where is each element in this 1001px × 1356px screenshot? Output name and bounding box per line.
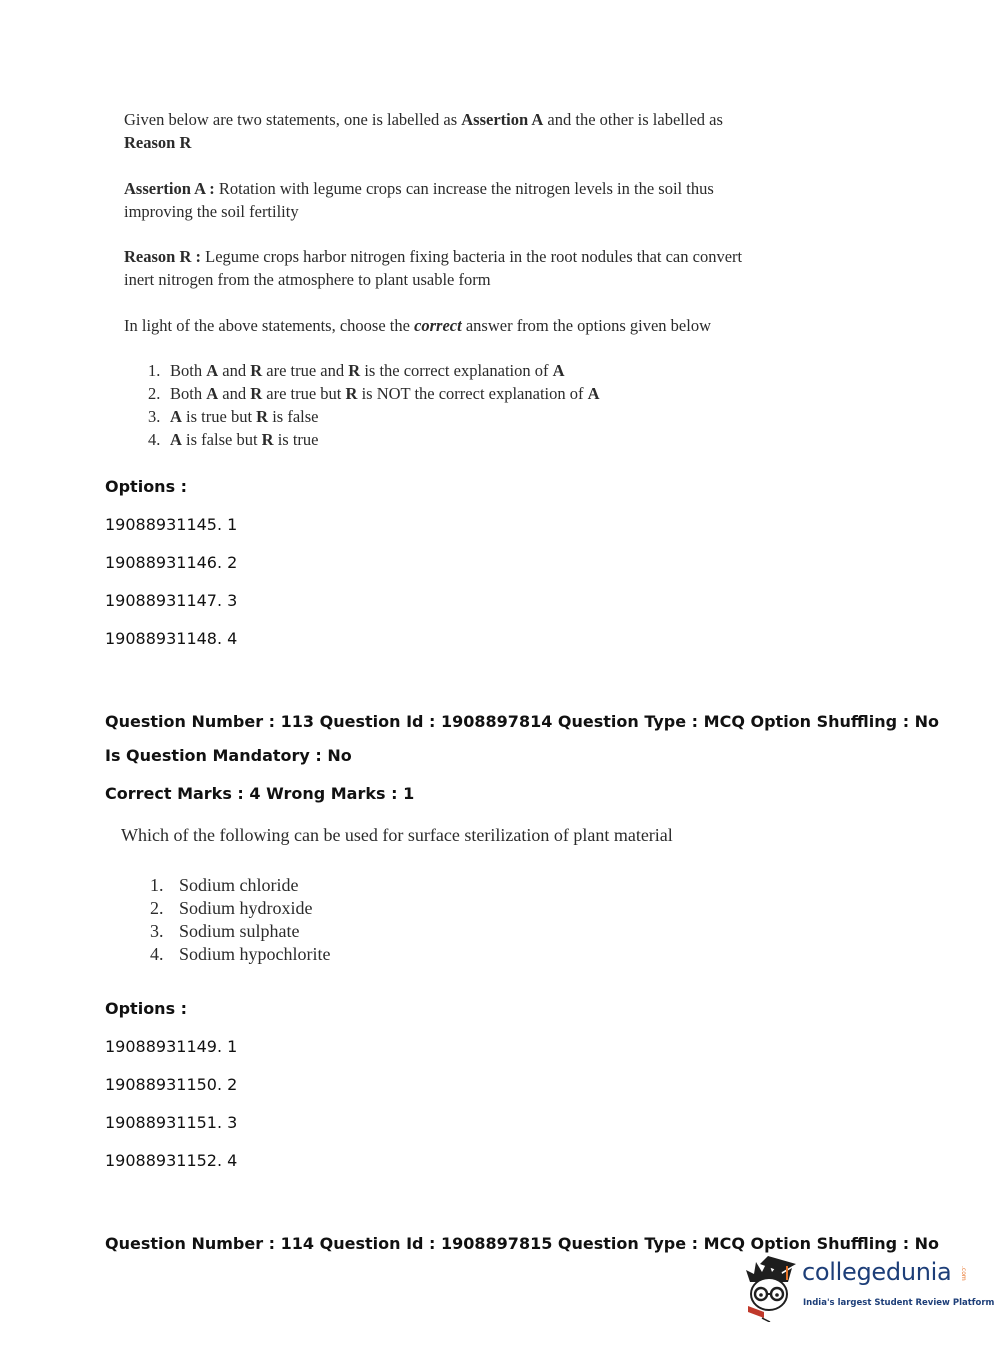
mascot-icon	[742, 1252, 802, 1322]
choice-item: 3. Sodium sulphate	[150, 921, 300, 941]
brand-tagline: India's largest Student Review Platform	[803, 1298, 995, 1308]
option-row: 19088931148. 4	[105, 629, 238, 648]
option-row: 19088931151. 3	[105, 1113, 238, 1132]
question-marks: Correct Marks : 4 Wrong Marks : 1	[105, 784, 415, 803]
reason-paragraph: Reason R : Legume crops harbor nitrogen fixing bacteria in the root nodules that can convert inert nitrogen from the atmosphere to plant usable form	[124, 247, 743, 289]
option-row: 19088931149. 1	[105, 1037, 238, 1056]
question-meta-line: Question Number : 114 Question Id : 1908897815 Question Type : MCQ Option Shuffling : No	[105, 1234, 940, 1253]
option-row: 19088931146. 2	[105, 553, 238, 572]
brand-domain: .com	[960, 1266, 967, 1281]
question-meta-line: Question Number : 113 Question Id : 1908897814 Question Type : MCQ Option Shuffling : No	[105, 712, 940, 731]
option-row: 19088931147. 3	[105, 591, 238, 610]
choice-list	[148, 359, 600, 451]
choice-item: 1. Both A and R are true and R is the correct explanation of A	[148, 361, 565, 380]
choice-item: 4. A is false but R is true	[148, 430, 319, 449]
question-mandatory: Is Question Mandatory : No	[105, 746, 352, 765]
choice-item: 1. Sodium chloride	[150, 875, 299, 895]
choice-item: 4. Sodium hypochlorite	[150, 944, 331, 964]
options-heading: Options :	[105, 999, 188, 1018]
assertion-paragraph: Assertion A : Rotation with legume crops can increase the nitrogen levels in the soil thus improving the soil fertility	[124, 179, 714, 221]
collegedunia-logo	[742, 1252, 995, 1322]
options-heading: Options :	[105, 477, 188, 496]
question-113-statement	[121, 824, 741, 964]
option-row: 19088931150. 2	[105, 1075, 238, 1094]
choice-item: 3. A is true but R is false	[148, 407, 319, 426]
brand-name: collegedunia	[802, 1258, 952, 1286]
option-row: 19088931145. 1	[105, 515, 238, 534]
question-text: Which of the following can be used for surface sterilization of plant material	[121, 825, 673, 845]
choice-item: 2. Both A and R are true but R is NOT the correct explanation of A	[148, 384, 600, 403]
choice-item: 2. Sodium hydroxide	[150, 898, 313, 918]
intro-paragraph: Given below are two statements, one is labelled as Assertion A and the other is labelled as Reason R	[124, 110, 723, 152]
choice-list	[150, 874, 331, 966]
instruction-paragraph: In light of the above statements, choose the correct answer from the options given below	[124, 316, 711, 335]
option-row: 19088931152. 4	[105, 1151, 238, 1170]
